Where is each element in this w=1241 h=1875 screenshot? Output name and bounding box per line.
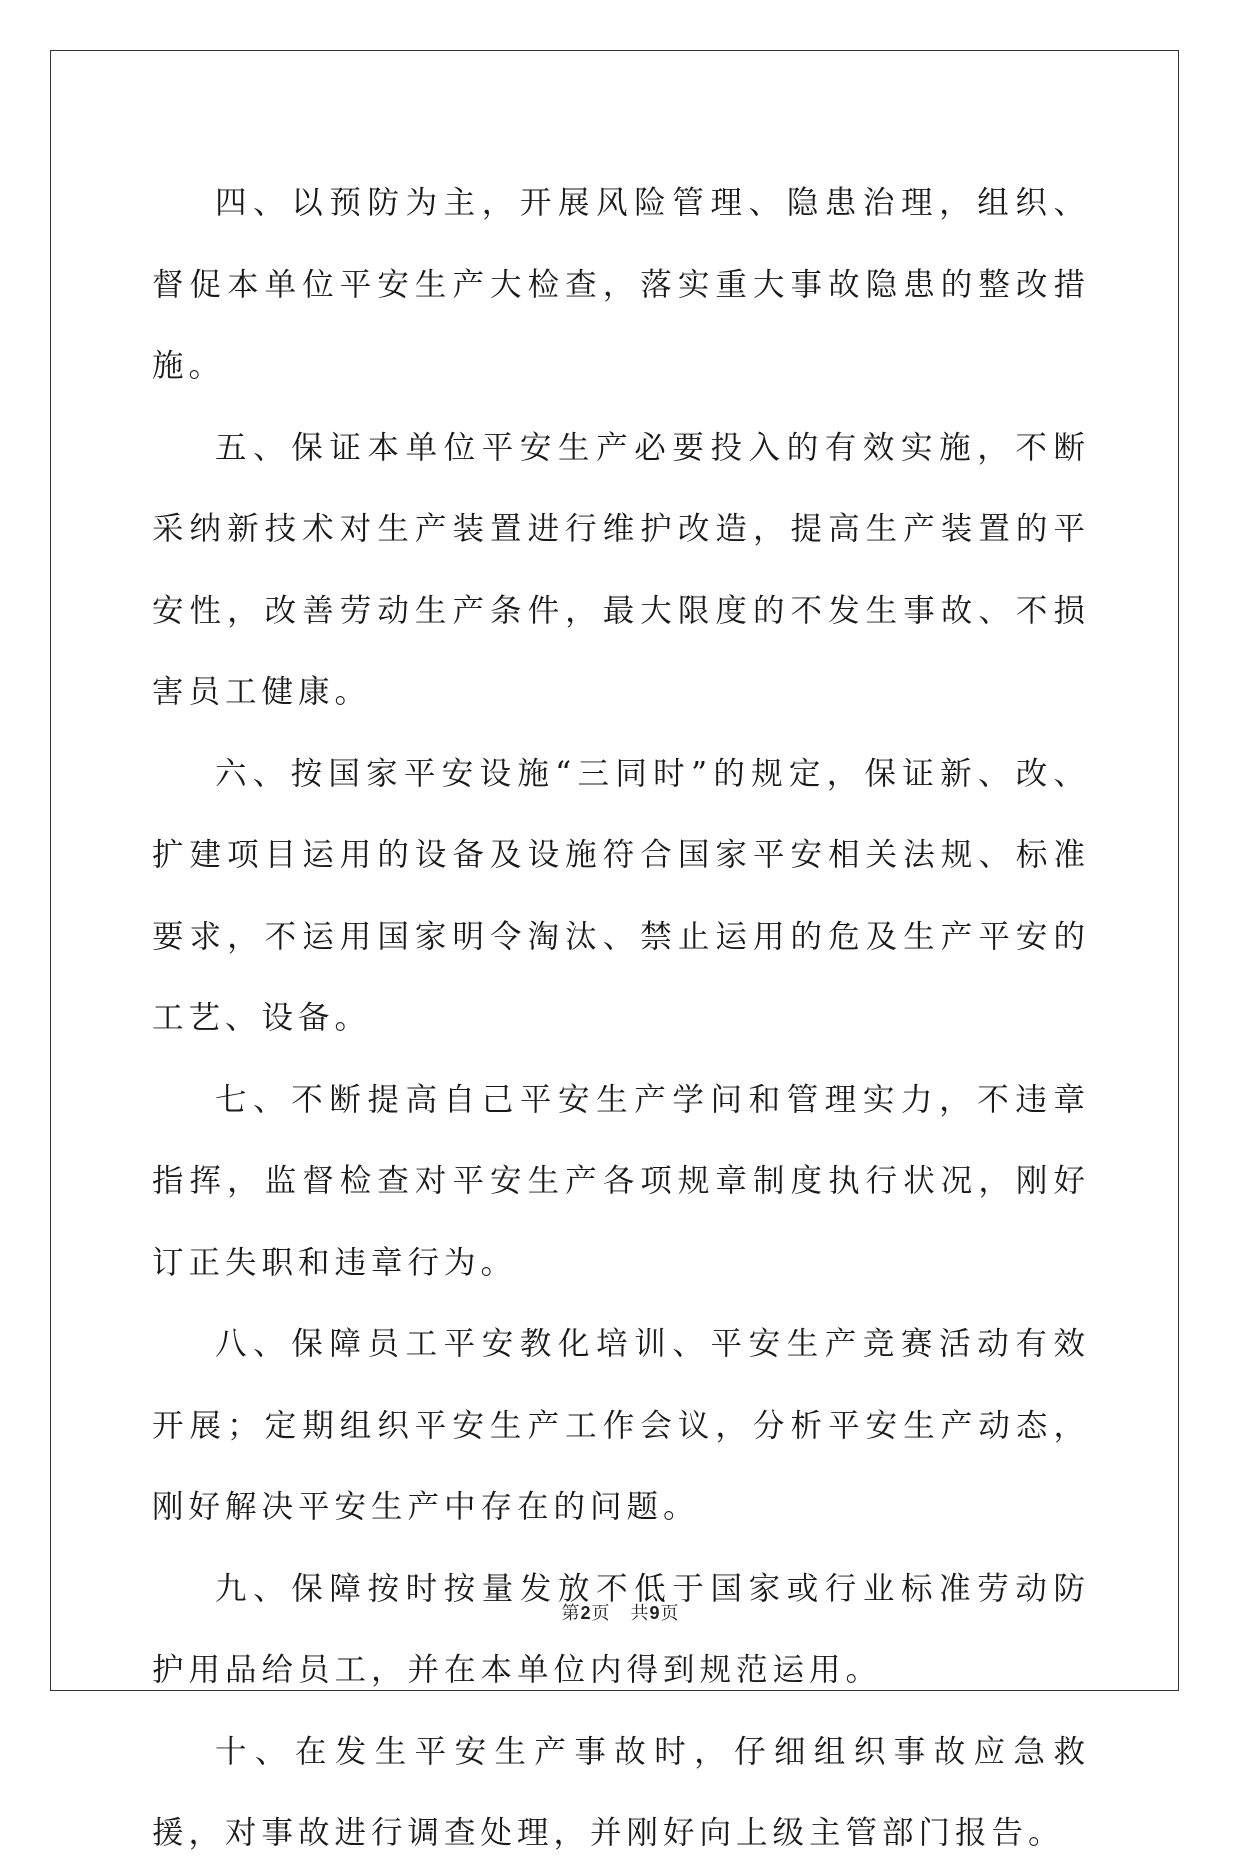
paragraph-7: 七、不断提高自己平安生产学问和管理实力，不违章指挥，监督检查对平安生产各项规章制度执行状况，刚好订正失职和违章行为。	[152, 1081, 1090, 1281]
paragraph-8: 八、保障员工平安教化培训、平安生产竞赛活动有效开展；定期组织平安生产工作会议，分析平安生产动态，刚好解决平安生产中存在的问题。	[152, 1326, 1090, 1525]
page-footer	[0, 1599, 1241, 1625]
page-prefix: 第	[561, 1603, 581, 1624]
paragraph-6: 六、按国家平安设施“三同时”的规定，保证新、改、扩建项目运用的设备及设施符合国家平安相关法规、标准要求，不运用国家明令淘汰、禁止运用的危及生产平安的工艺、设备。	[152, 755, 1090, 1036]
paragraph-9: 九、保障按时按量发放不低于国家或行业标准劳动防护用品给员工，并在本单位内得到规范运用。	[152, 1570, 1090, 1688]
page-suffix: 页	[591, 1603, 611, 1624]
paragraph-4: 四、以预防为主，开展风险管理、隐患治理，组织、督促本单位平安生产大检查，落实重大事故隐患的整改措施。	[152, 185, 1090, 384]
total-suffix: 页	[660, 1603, 680, 1624]
paragraph-10: 十、在发生平安生产事故时，仔细组织事故应急救援，对事故进行调查处理，并刚好向上级主管部门报告。	[152, 1733, 1090, 1851]
paragraph-5: 五、保证本单位平安生产必要投入的有效实施，不断采纳新技术对生产装置进行维护改造，提高生产装置的平安性，改善劳动生产条件，最大限度的不发生事故、不损害员工健康。	[152, 429, 1090, 710]
total-prefix: 共	[630, 1603, 650, 1624]
page-number: 2	[580, 1603, 592, 1623]
total-pages: 9	[649, 1603, 661, 1623]
